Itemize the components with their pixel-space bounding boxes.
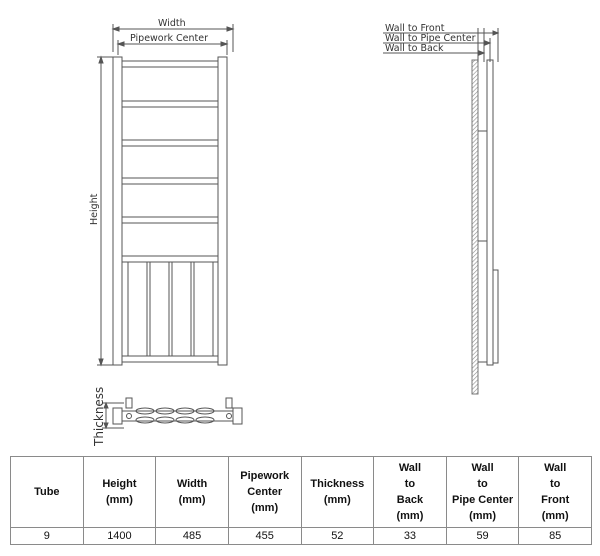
left-rail	[113, 57, 122, 365]
wall-to-back-label: Wall to Back	[385, 43, 444, 54]
side-rail	[487, 60, 493, 365]
vertical-tubes	[128, 262, 213, 356]
cell-wall-to-front: 85	[519, 528, 592, 545]
cell-wall-to-back: 33	[374, 528, 447, 545]
wall	[472, 60, 478, 394]
side-view	[383, 28, 498, 394]
cell-pipework-center: 455	[228, 528, 301, 545]
cell-width: 485	[156, 528, 229, 545]
header-wall-to-pipe-center: Wall to Pipe Center (mm)	[446, 457, 519, 528]
side-panel-section	[493, 270, 498, 363]
pipework-center-label: Pipework Center	[130, 33, 209, 44]
height-dimension	[97, 57, 117, 365]
header-pipework-center: Pipework Center (mm)	[228, 457, 301, 528]
right-rail	[218, 57, 227, 365]
thickness-label: Thickness	[92, 386, 106, 446]
wall-to-front-label: Wall to Front	[385, 23, 445, 34]
cell-height: 1400	[83, 528, 156, 545]
cell-tube: 9	[11, 528, 84, 545]
header-width: Width (mm)	[156, 457, 229, 528]
header-wall-to-back: Wall to Back (mm)	[374, 457, 447, 528]
towel-bars	[122, 61, 218, 362]
width-label: Width	[158, 18, 186, 29]
header-height: Height (mm)	[83, 457, 156, 528]
height-label: Height	[89, 193, 100, 225]
front-view	[97, 24, 233, 365]
table-row	[11, 528, 592, 545]
spec-table	[10, 456, 592, 545]
wall-to-pipe-center-label: Wall to Pipe Center	[385, 33, 476, 44]
header-wall-to-front: Wall to Front (mm)	[519, 457, 592, 528]
cell-thickness: 52	[301, 528, 374, 545]
spec-table-header-row	[11, 457, 592, 528]
cell-wall-to-pipe-center: 59	[446, 528, 519, 545]
header-thickness: Thickness (mm)	[301, 457, 374, 528]
top-view	[102, 398, 242, 428]
header-tube: Tube	[11, 457, 84, 528]
